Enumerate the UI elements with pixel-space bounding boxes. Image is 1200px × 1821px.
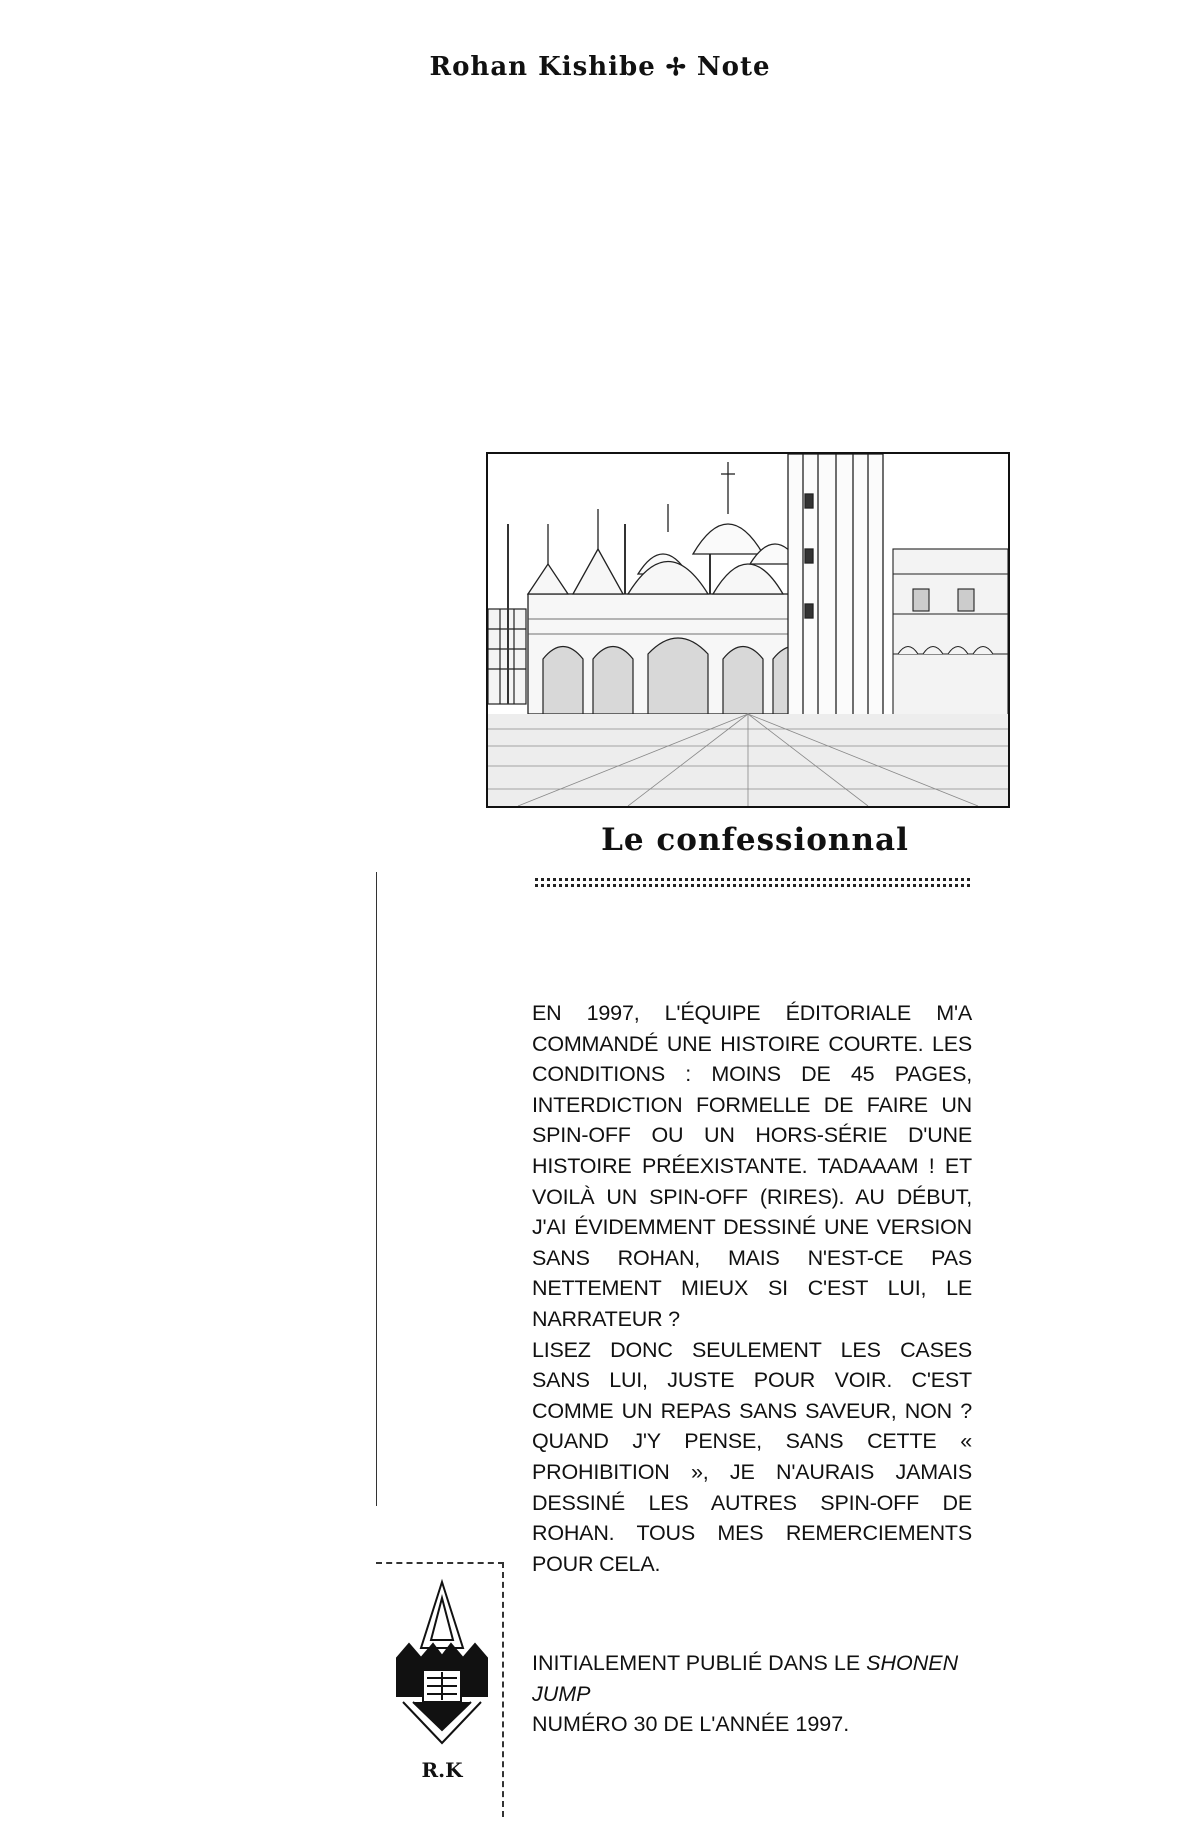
basilica-illustration: [486, 452, 1010, 808]
page-header: [0, 52, 1200, 82]
emblem-label: R.K: [421, 1758, 463, 1782]
rk-crest-icon: [393, 1578, 491, 1753]
header-title-right: Note: [696, 52, 771, 82]
afterword-paragraph: EN 1997, L'ÉQUIPE ÉDITORIALE M'A COMMANDÉ UNE HISTOIRE COURTE. LES CONDITIONS : MOINS DE 45 PAGES, INTERDICTION FORMELLE DE FAIRE UN SPIN-OFF OU UN HORS-SÉRIE D'UNE HISTOIRE PRÉEXISTANTE. TADAAAM ! ET VOILÀ UN SPIN-OFF (RIRES). AU DÉBUT, J'AI ÉVIDEMMENT DESSINÉ UNE VERSION SANS ROHAN, MAIS N'EST-CE PAS NETTEMENT MIEUX SI C'EST LUI, LE NARRATEUR ?: [532, 1001, 972, 1331]
story-title: Le confessionnal: [601, 822, 909, 858]
afterword-paragraph: LISEZ DONC SEULEMENT LES CASES SANS LUI, JUSTE POUR VOIR. C'EST COMME UN REPAS SANS SAVEUR, NON ? QUAND J'Y PENSE, SANS CETTE « PROHIBITION », JE N'AURAIS JAMAIS DESSINÉ LES AUTRES SPIN-OFF DE ROHAN. TOUS MES REMERCIEMENTS POUR CELA.: [532, 1337, 972, 1576]
publication-prefix: INITIALEMENT PUBLIÉ DANS LE: [532, 1651, 861, 1675]
title-dotted-rule: [535, 878, 970, 887]
publication-suffix: NUMÉRO 30 DE L'ANNÉE 1997.: [532, 1712, 850, 1737]
afterword-text: [532, 998, 972, 1579]
magazine-name: SHONEN JUMP: [532, 1651, 959, 1706]
publication-note: [532, 1648, 992, 1740]
left-vertical-rule: [376, 872, 377, 1506]
cross-ornament-icon: ✢: [665, 52, 687, 81]
header-title-left: Rohan Kishibe: [429, 52, 656, 82]
